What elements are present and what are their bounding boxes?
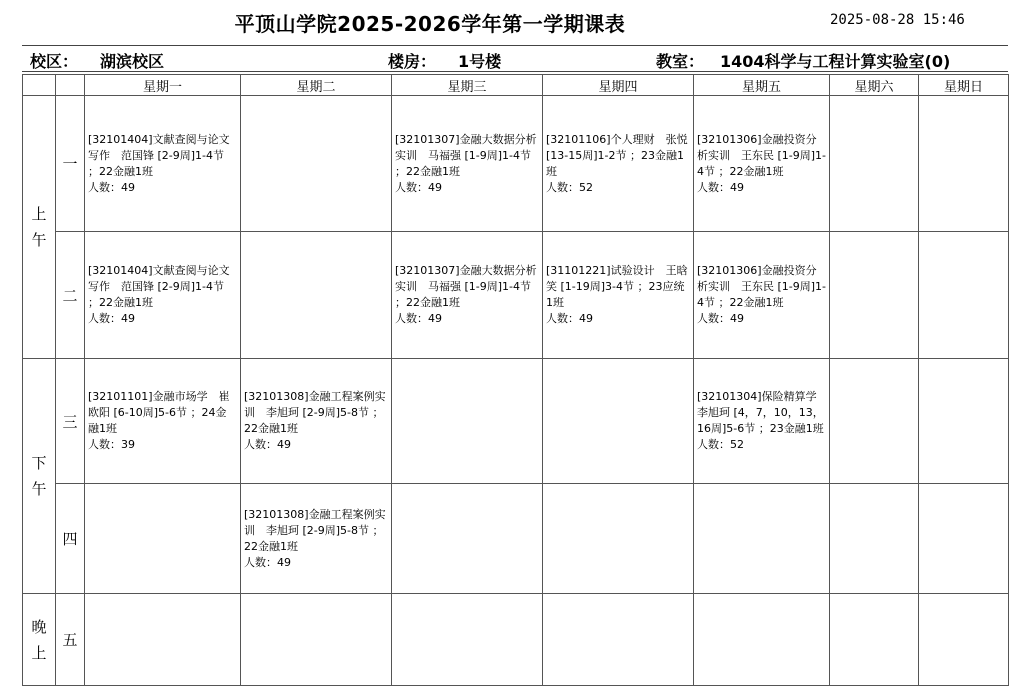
course-entry-line: [32101404]文献查阅与论文写作 范国锋 [2-9周]1-4节 ；22金融1班	[88, 264, 230, 309]
day-header-sat: 星期六	[830, 75, 919, 96]
period-group-label-top: 上	[31, 205, 47, 223]
campus-label: 校区：	[30, 52, 79, 71]
course-entry-line: [32101106]个人理财 张悦 [13-15周]1-2节 ；23金融1班	[546, 132, 688, 178]
schedule-cell-wed[interactable]	[392, 484, 543, 594]
course-entry-line: 人数：49	[546, 312, 593, 325]
info-bar	[22, 45, 1008, 72]
course-entry-line: 人数：49	[697, 312, 744, 325]
schedule-cell-sun[interactable]	[919, 359, 1009, 484]
course-entry-line: 人数：39	[88, 438, 135, 451]
course-entry-line: 人数：49	[88, 312, 135, 325]
schedule-cell-thu[interactable]	[543, 484, 694, 594]
schedule-cell-tue[interactable]	[241, 232, 392, 359]
period-group-label-bottom: 午	[31, 480, 47, 498]
schedule-cell-wed[interactable]	[392, 232, 543, 359]
course-entry-line: [32101101]金融市场学 崔欧阳 [6-10周]5-6节 ；24金融1班	[88, 390, 230, 435]
day-header-wed: 星期三	[392, 75, 543, 96]
schedule-cell-tue[interactable]	[241, 594, 392, 686]
course-entry-line: 人数：49	[395, 180, 442, 194]
timetable	[22, 74, 1009, 686]
course-entry-line: [32101308]金融工程案例实训 李旭珂 [2-9周]5-8节 ；22金融1班	[244, 507, 386, 553]
day-header-sun: 星期日	[919, 75, 1009, 96]
schedule-cell-thu[interactable]	[543, 96, 694, 232]
schedule-cell-sun[interactable]	[919, 96, 1009, 232]
schedule-cell-tue[interactable]	[241, 484, 392, 594]
period-group-label-top: 下	[31, 454, 47, 472]
period-row	[23, 232, 1009, 359]
course-entry-line: [32101404]文献查阅与论文写作 范国锋 [2-9周]1-4节 ；22金融1班	[88, 132, 230, 178]
course-entry-line: 人数：52	[697, 438, 744, 451]
schedule-cell-wed[interactable]	[392, 96, 543, 232]
period-group-label	[23, 359, 56, 594]
schedule-cell-sat[interactable]	[830, 359, 919, 484]
period-group-label-bottom: 午	[31, 231, 47, 249]
course-entry-line: [31101221]试验设计 王晗笑 [1-19周]3-4节 ；23应统1班	[546, 264, 688, 309]
schedule-cell-thu[interactable]	[543, 594, 694, 686]
print-timestamp: 2025-08-28 15:46	[830, 12, 965, 28]
schedule-cell-sat[interactable]	[830, 96, 919, 232]
period-number: 四	[56, 484, 85, 594]
course-entry-line: 人数：49	[88, 180, 135, 194]
corner-cell	[23, 75, 56, 96]
period-row	[23, 96, 1009, 232]
schedule-cell-tue[interactable]	[241, 359, 392, 484]
course-entry-line: [32101307]金融大数据分析实训 马福强 [1-9周]1-4节 ；22金融1班	[395, 264, 537, 309]
schedule-cell-sun[interactable]	[919, 232, 1009, 359]
schedule-cell-mon[interactable]	[85, 96, 241, 232]
period-number: 三	[56, 359, 85, 484]
room-value: 1404科学与工程计算实验室(0)	[720, 52, 951, 71]
course-entry-line: [32101304]保险精算学 李旭珂 [4，7，10，13，16周]5-6节 ；23金融1班	[697, 390, 828, 435]
period-group-label-bottom: 上	[31, 643, 47, 662]
day-header-row	[23, 75, 1009, 96]
period-number: 五	[56, 594, 85, 686]
schedule-cell-tue[interactable]	[241, 96, 392, 232]
course-entry-line: [32101307]金融大数据分析实训 马福强 [1-9周]1-4节 ；22金融1班	[395, 132, 537, 178]
period-number: 一	[56, 96, 85, 232]
course-entry-line: 人数：49	[244, 555, 291, 569]
schedule-cell-thu[interactable]	[543, 359, 694, 484]
day-header-mon: 星期一	[85, 75, 241, 96]
course-entry-line: [32101306]金融投资分析实训 王东民 [1-9周]1-4节 ；22金融1班	[697, 264, 827, 309]
building-value: 1号楼	[458, 52, 502, 71]
building-label: 楼房：	[388, 52, 437, 71]
schedule-cell-mon[interactable]	[85, 359, 241, 484]
period-row	[23, 594, 1009, 686]
course-entry-line: 人数：52	[546, 180, 593, 194]
course-entry-line: 人数：49	[395, 312, 442, 325]
schedule-cell-mon[interactable]	[85, 232, 241, 359]
schedule-cell-fri[interactable]	[694, 594, 830, 686]
course-entry-line: 人数：49	[244, 438, 291, 451]
period-number: 二	[56, 232, 85, 359]
day-header-thu: 星期四	[543, 75, 694, 96]
schedule-cell-mon[interactable]	[85, 594, 241, 686]
schedule-cell-fri[interactable]	[694, 359, 830, 484]
schedule-cell-thu[interactable]	[543, 232, 694, 359]
period-group-label-top: 晚	[31, 617, 47, 636]
course-entry-line: 人数：49	[697, 180, 744, 194]
period-row	[23, 484, 1009, 594]
schedule-cell-sat[interactable]	[830, 594, 919, 686]
room-label: 教室：	[656, 52, 705, 71]
page-title: 平顶山学院2025-2026学年第一学期课表	[234, 12, 626, 36]
campus-value: 湖滨校区	[100, 52, 165, 71]
schedule-cell-sun[interactable]	[919, 484, 1009, 594]
course-entry-line: [32101308]金融工程案例实训 李旭珂 [2-9周]5-8节 ；22金融1班	[244, 390, 386, 435]
corner-cell	[56, 75, 85, 96]
schedule-cell-wed[interactable]	[392, 359, 543, 484]
schedule-cell-wed[interactable]	[392, 594, 543, 686]
period-group-label	[23, 96, 56, 359]
period-group-label	[23, 594, 56, 686]
schedule-cell-fri[interactable]	[694, 484, 830, 594]
schedule-cell-sat[interactable]	[830, 484, 919, 594]
period-row	[23, 359, 1009, 484]
course-entry-line: [32101306]金融投资分析实训 王东民 [1-9周]1-4节 ；22金融1班	[697, 132, 827, 178]
schedule-cell-fri[interactable]	[694, 232, 830, 359]
day-header-tue: 星期二	[241, 75, 392, 96]
schedule-cell-mon[interactable]	[85, 484, 241, 594]
schedule-cell-sat[interactable]	[830, 232, 919, 359]
schedule-cell-fri[interactable]	[694, 96, 830, 232]
schedule-cell-sun[interactable]	[919, 594, 1009, 686]
day-header-fri: 星期五	[694, 75, 830, 96]
